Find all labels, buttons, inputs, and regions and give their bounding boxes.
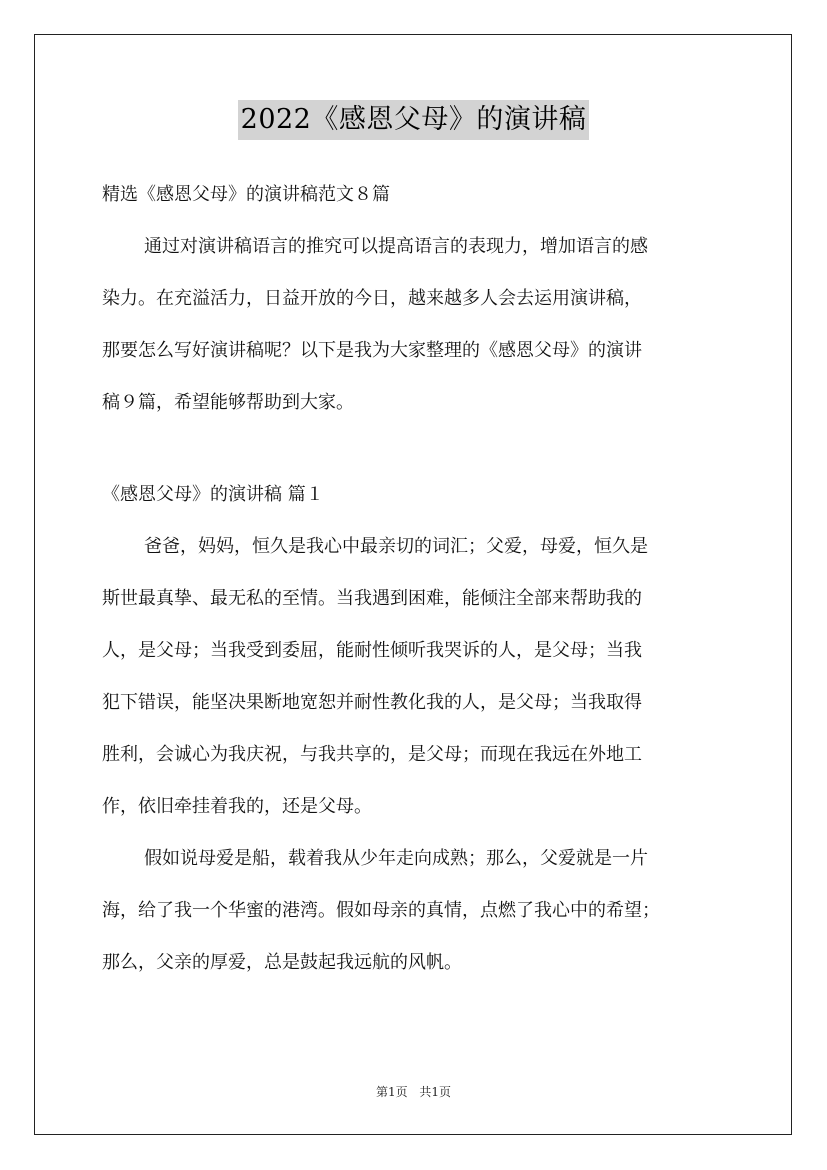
paragraph-line: 胜利，会诚心为我庆祝，与我共享的，是父母；而现在我远在外地工 — [102, 744, 642, 765]
section-spacer — [102, 429, 730, 469]
document-body — [102, 169, 730, 989]
page-total: 共1页 — [419, 1085, 452, 1099]
title-container — [0, 100, 827, 140]
paragraph-line: 爸爸，妈妈，恒久是我心中最亲切的词汇；父爱，母爱，恒久是 — [144, 536, 648, 557]
paragraph-line: 人，是父母；当我受到委屈，能耐性倾听我哭诉的人，是父母；当我 — [102, 640, 642, 661]
intro-line: 染力。在充溢活力，日益开放的今日，越来越多人会去运用演讲稿， — [102, 288, 642, 309]
intro-line: 稿９篇，希望能够帮助到大家。 — [102, 392, 354, 413]
page-footer — [0, 1083, 827, 1100]
paragraph-line: 斯世最真挚、最无私的至情。当我遇到困难，能倾注全部来帮助我的 — [102, 588, 642, 609]
intro-line: 通过对演讲稿语言的推究可以提高语言的表现力，增加语言的感 — [144, 236, 648, 257]
document-subtitle: 精选《感恩父母》的演讲稿范文８篇 — [102, 184, 390, 205]
intro-paragraph — [102, 221, 730, 429]
page-number: 第1页 — [375, 1085, 408, 1099]
paragraph-line: 犯下错误，能坚决果断地宽恕并耐性教化我的人，是父母；当我取得 — [102, 692, 642, 713]
paragraph-line: 假如说母爱是船，载着我从少年走向成熟；那么，父爱就是一片 — [144, 848, 648, 869]
document-title: 2022《感恩父母》的演讲稿 — [238, 100, 590, 140]
paragraph-line: 那么，父亲的厚爱，总是鼓起我远航的风帆。 — [102, 952, 462, 973]
intro-line: 那要怎么写好演讲稿呢？以下是我为大家整理的《感恩父母》的演讲 — [102, 340, 642, 361]
section-heading: 《感恩父母》的演讲稿 篇１ — [102, 484, 324, 505]
paragraph-line: 海，给了我一个华蜜的港湾。假如母亲的真情，点燃了我心中的希望； — [102, 900, 660, 921]
paragraph-2 — [102, 833, 730, 989]
paragraph-line: 作，依旧牵挂着我的，还是父母。 — [102, 796, 372, 817]
paragraph-1 — [102, 521, 730, 833]
